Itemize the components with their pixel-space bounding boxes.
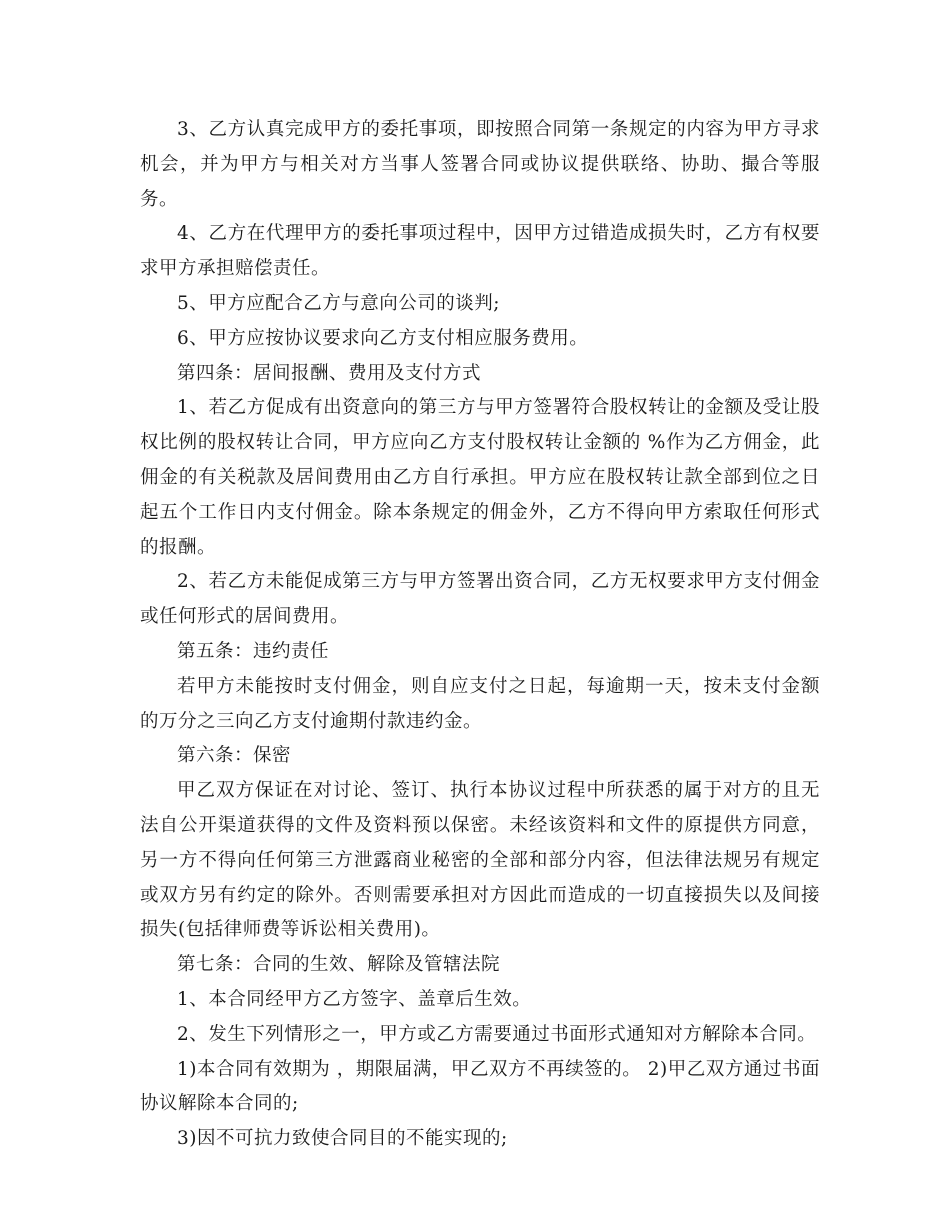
section-heading-article-4: 第四条：居间报酬、费用及支付方式: [177, 362, 482, 384]
article-4-item-1: 1、若乙方促成有出资意向的第三方与甲方签署符合股权转让的金额及受让股权比例的股权转让合同，甲方应向乙方支付股权转让金额的 %作为乙方佣金，此佣金的有关税款及居间费用由乙方自行承担。甲方应在股权转让款全部到位之日起五个工作日内支付佣金。除本条规定的佣金外，乙方不得向甲方索取任何形式的报酬。: [140, 397, 820, 558]
document-body: [140, 113, 820, 1157]
article-6-text: 甲乙双方保证在对讨论、签订、执行本协议过程中所获悉的属于对方的且无法自公开渠道获得的文件及资料预以保密。未经该资料和文件的原提供方同意，另一方不得向任何第三方泄露商业秘密的全部和部分内容，但法律法规另有规定或双方另有约定的除外。否则需要承担对方因此而造成的一切直接损失以及间接损失(包括律师费等诉讼相关费用)。: [140, 780, 820, 941]
section-heading-article-7: 第七条：合同的生效、解除及管辖法院: [177, 954, 501, 976]
article-5-text: 若甲方未能按时支付佣金，则自应支付之日起，每逾期一天，按未支付金额的万分之三向乙方支付逾期付款违约金。: [140, 675, 820, 732]
section-heading-article-5: 第五条：违约责任: [177, 640, 330, 662]
section-heading-article-6: 第六条：保密: [177, 745, 292, 767]
clause-6: 6、甲方应按协议要求向乙方支付相应服务费用。: [177, 327, 589, 349]
article-4-item-2: 2、若乙方未能促成第三方与甲方签署出资合同，乙方无权要求甲方支付佣金或任何形式的居间费用。: [140, 571, 820, 628]
clause-3: 3、乙方认真完成甲方的委托事项，即按照合同第一条规定的内容为甲方寻求机会，并为甲方与相关对方当事人签署合同或协议提供联络、协助、撮合等服务。: [140, 119, 820, 210]
article-7-item-2: 2、发生下列情形之一，甲方或乙方需要通过书面形式通知对方解除本合同。: [177, 1023, 817, 1045]
clause-5: 5、甲方应配合乙方与意向公司的谈判;: [177, 292, 501, 314]
article-7-subitem-3: 3)因不可抗力致使合同目的不能实现的;: [177, 1128, 508, 1150]
article-7-subitems-1-2: 1)本合同有效期为 ，期限届满，甲乙双方不再续签的。 2)甲乙双方通过书面协议解除本合同的;: [140, 1058, 820, 1115]
article-7-item-1: 1、本合同经甲方乙方签字、盖章后生效。: [177, 988, 532, 1010]
clause-4: 4、乙方在代理甲方的委托事项过程中，因甲方过错造成损失时，乙方有权要求甲方承担赔偿责任。: [140, 223, 820, 280]
